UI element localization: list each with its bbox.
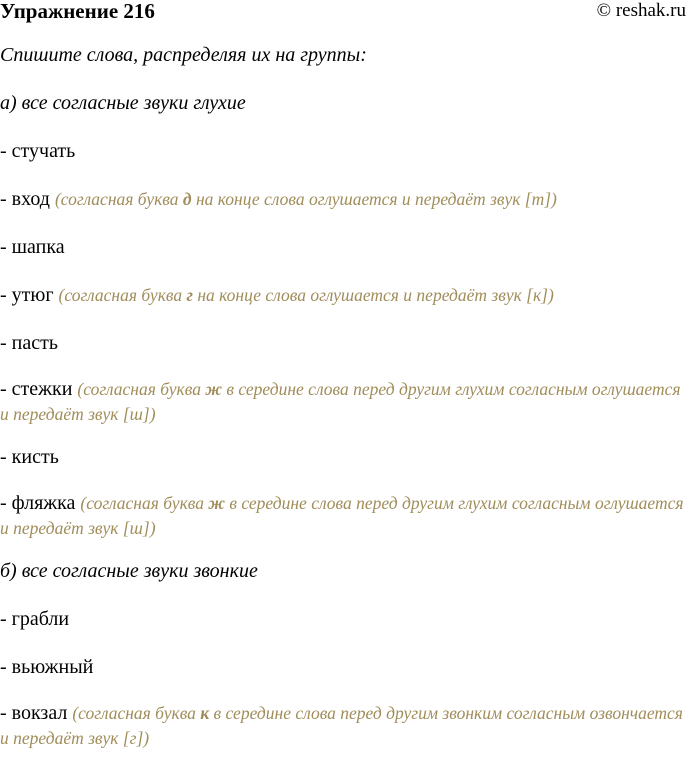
word-entry xyxy=(0,605,690,633)
group-a-heading: а) все согласные звуки глухие xyxy=(0,92,246,114)
explanation-note: (согласная буква ж в середине слова перед другим глухим согласным оглушается и передаёт звук [ш]) xyxy=(0,493,684,538)
site-watermark: © reshak.ru xyxy=(596,0,686,21)
word: - утюг xyxy=(0,284,54,306)
word: - вьюжный xyxy=(0,656,94,678)
word: - шапка xyxy=(0,236,65,258)
word-entry xyxy=(0,281,690,309)
word-entry xyxy=(0,377,690,427)
instruction-text: Спишите слова, распределяя их на группы: xyxy=(0,44,367,66)
explanation-note: (согласная буква ж в середине слова перед другим глухим согласным оглушается и передаёт звук [ш]) xyxy=(0,379,681,424)
word-entry xyxy=(0,233,690,261)
exercise-title: Упражнение 216 xyxy=(0,0,155,23)
word-entry xyxy=(0,185,690,213)
word: - стучать xyxy=(0,140,76,162)
page-header xyxy=(0,0,690,26)
word-entry xyxy=(0,329,690,357)
word-entry xyxy=(0,701,690,751)
word: - кисть xyxy=(0,446,59,468)
explanation-note: (согласная буква к в середине слова перед другим звонким согласным озвончается и передаёт звук [г]) xyxy=(0,703,683,748)
word: - стежки xyxy=(0,378,73,400)
word: - пасть xyxy=(0,332,58,354)
word-entry xyxy=(0,491,690,541)
word: - вход xyxy=(0,188,50,210)
word-entry xyxy=(0,653,690,681)
word: - фляжка xyxy=(0,492,76,514)
explanation-note: (согласная буква г на конце слова оглушается и передаёт звук [к]) xyxy=(58,285,554,305)
explanation-note: (согласная буква д на конце слова оглушается и передаёт звук [т]) xyxy=(54,189,557,209)
word: - вокзал xyxy=(0,702,68,724)
group-b-heading: б) все согласные звуки звонкие xyxy=(0,560,258,582)
word-entry xyxy=(0,137,690,165)
word: - грабли xyxy=(0,608,70,630)
exercise-content xyxy=(0,41,690,767)
word-entry xyxy=(0,443,690,471)
